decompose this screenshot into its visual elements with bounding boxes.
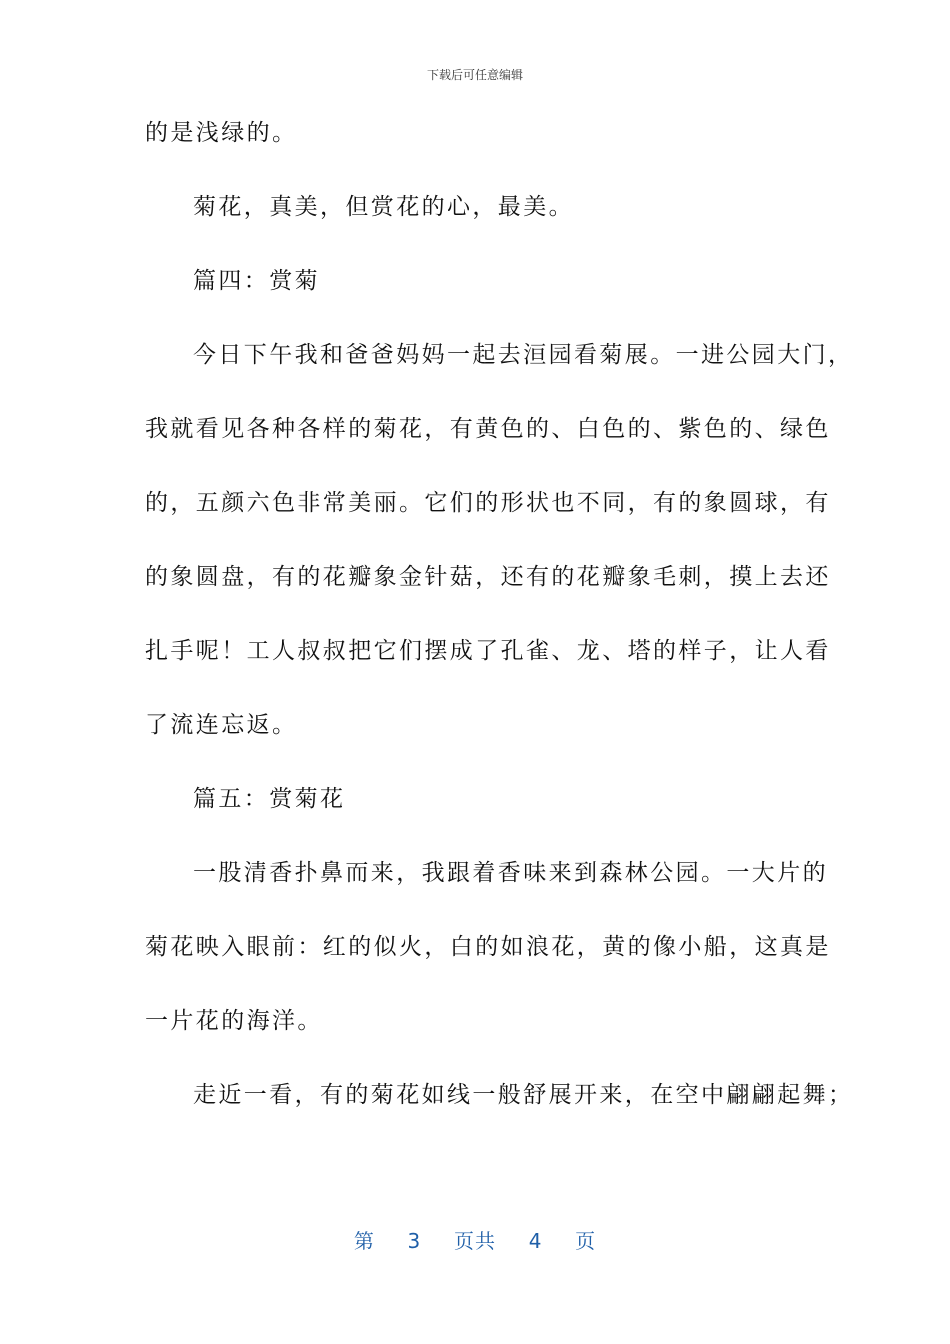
current-page-number: 3 <box>407 1229 422 1253</box>
paragraph-line: 菊花，真美，但赏花的心，最美。 <box>193 194 574 220</box>
section-heading: 篇五：赏菊花 <box>193 786 346 812</box>
paragraph-line: 一股清香扑鼻而来，我跟着香味来到森林公园。一大片的 <box>193 860 828 886</box>
text-line: 的象圆盘，有的花瓣象金针菇，还有的花瓣象毛刺，摸上去还 <box>145 564 831 590</box>
text-line: 我就看见各种各样的菊花，有黄色的、白色的、紫色的、绿色 <box>145 416 831 442</box>
section-heading: 篇四：赏菊 <box>193 268 320 294</box>
text-line: 扎手呢！工人叔叔把它们摆成了孔雀、龙、塔的样子，让人看 <box>145 638 831 664</box>
text-line: 菊花映入眼前：红的似火，白的如浪花，黄的像小船，这真是 <box>145 934 831 960</box>
footer-prefix: 第 <box>353 1229 375 1253</box>
text-line: 一片花的海洋。 <box>145 1008 323 1034</box>
text-line: 了流连忘返。 <box>145 712 298 738</box>
total-page-number: 4 <box>528 1229 543 1253</box>
text-line: 的是浅绿的。 <box>145 120 298 146</box>
page-number-footer <box>0 1225 950 1254</box>
text-line: 的，五颜六色非常美丽。它们的形状也不同，有的象圆球，有 <box>145 490 831 516</box>
paragraph-line: 今日下午我和爸爸妈妈一起去洹园看菊展。一进公园大门， <box>193 342 854 368</box>
footer-suffix: 页 <box>575 1229 597 1253</box>
paragraph-line: 走近一看，有的菊花如线一般舒展开来，在空中翩翩起舞； <box>193 1082 854 1108</box>
page-header-note: 下载后可任意编辑 <box>426 68 523 82</box>
footer-middle: 页共 <box>454 1229 496 1253</box>
